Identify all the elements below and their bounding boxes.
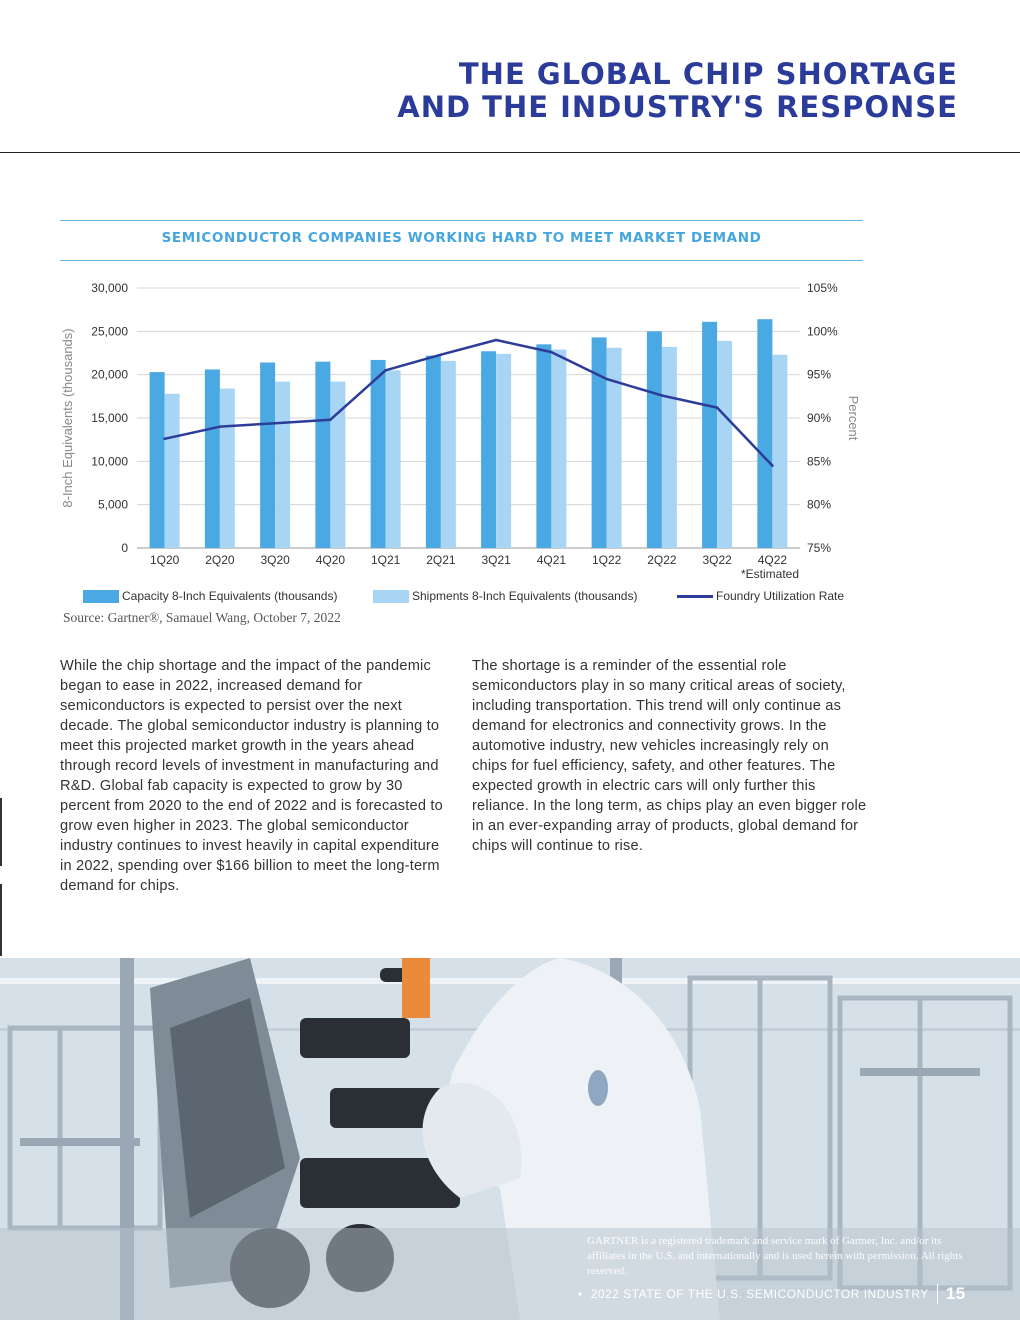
x-tick-label: 3Q22 <box>702 553 732 567</box>
trademark-note: GARTNER is a registered trademark and service mark of Gartner, Inc. and/or its affiliates in the U.S. and internationally and is used herein with permission. All rights reserved. <box>587 1235 963 1277</box>
bar-shipments <box>607 348 622 548</box>
bar-shipments <box>772 355 787 548</box>
point-utilization <box>661 394 664 397</box>
chart-source: Source: Gartner®, Samauel Wang, October 7, 2022 <box>63 610 341 625</box>
x-tick-label: 4Q20 <box>315 553 346 567</box>
bar-shipments <box>165 394 180 548</box>
y-tick-label: 15,000 <box>91 411 128 425</box>
header-divider <box>0 152 1020 153</box>
legend-swatch-utilization <box>677 595 713 598</box>
y2-tick-label: 85% <box>807 454 832 469</box>
point-utilization <box>384 369 387 372</box>
bar-capacity <box>647 331 662 548</box>
cleanroom-photo <box>0 958 1020 1320</box>
point-utilization <box>329 418 332 421</box>
capacity-utilization-chart <box>0 270 1020 588</box>
x-tick-label: 3Q21 <box>481 553 511 567</box>
bar-shipments <box>496 354 511 548</box>
page-footer <box>578 1284 966 1304</box>
point-utilization <box>219 425 222 428</box>
x-tick-label: 2Q20 <box>205 553 235 567</box>
page-title-line-1: THE GLOBAL CHIP SHORTAGE <box>458 57 958 91</box>
body-column-left: While the chip shortage and the impact of the pandemic began to ease in 2022, increased demand for semiconductors is expected to persist over the next decade. The global semiconductor industry is planning to meet this projected market growth in the years ahead through record levels of investment in manufacturing and R&D. Global fab capacity is expected to grow by 30 percent from 2020 to the end of 2022 and is forecasted to grow even higher in 2023. The global semiconductor industry continues to invest heavily in capital expenditure in 2022, spending over $166 billion to meet the long-term demand for chips. <box>60 658 443 894</box>
y-axis-label: 8-Inch Equivalents (thousands) <box>60 328 75 508</box>
bar-capacity <box>315 362 330 548</box>
bar-shipments <box>220 389 235 548</box>
chart-title: SEMICONDUCTOR COMPANIES WORKING HARD TO MEET MARKET DEMAND <box>161 230 762 246</box>
x-tick-label: 4Q21 <box>536 553 567 567</box>
point-utilization <box>716 406 719 409</box>
bar-capacity <box>757 319 772 548</box>
legend-label-shipments: Shipments 8-Inch Equivalents (thousands) <box>412 589 638 603</box>
bar-shipments <box>662 347 677 548</box>
x-tick-label: 1Q22 <box>591 553 622 567</box>
chart-top-rule <box>60 220 863 221</box>
y-tick-label: 20,000 <box>91 367 128 382</box>
y2-tick-label: 80% <box>807 497 832 512</box>
y2-tick-label: 105% <box>807 281 838 295</box>
point-utilization <box>550 351 553 354</box>
chart-legend <box>0 589 1020 605</box>
y2-tick-label: 100% <box>807 324 838 339</box>
bar-shipments <box>386 370 401 548</box>
chart-title-rule <box>60 260 863 261</box>
bar-shipments <box>717 341 732 548</box>
y-tick-label: 25,000 <box>91 324 128 339</box>
margin-mark <box>0 884 2 956</box>
point-utilization <box>605 378 608 381</box>
bar-capacity <box>426 356 441 548</box>
legend-item-capacity <box>83 589 337 603</box>
legend-label-capacity: Capacity 8-Inch Equivalents (thousands) <box>122 589 338 603</box>
y2-tick-label: 95% <box>807 367 832 382</box>
x-tick-label: 3Q20 <box>260 553 290 567</box>
bar-capacity <box>205 369 220 548</box>
point-utilization <box>274 422 277 425</box>
line-utilization <box>165 340 773 466</box>
bar-capacity <box>536 344 551 548</box>
bar-capacity <box>260 363 275 548</box>
margin-mark <box>0 798 2 866</box>
page-title-line-2: AND THE INDUSTRY'S RESPONSE <box>397 90 958 124</box>
bar-shipments <box>275 382 290 548</box>
estimated-note: *Estimated <box>740 567 799 581</box>
bar-capacity <box>592 337 607 548</box>
bar-capacity <box>481 351 496 548</box>
body-column-right: The shortage is a reminder of the essential role semiconductors play in so many critical areas of society, including transportation. This trend will only continue as demand for electronics and connectivity grows. In the automotive industry, new vehicles increasingly rely on chips for fuel efficiency, safety, and other features. The expected growth in electric cars will only further this reliance. In the long term, as chips play an even bigger role in an ever-expanding array of products, global demand for chips will continue to rise. <box>472 658 867 854</box>
point-utilization <box>440 353 443 356</box>
y-tick-label: 30,000 <box>91 281 128 295</box>
bar-shipments <box>441 361 456 548</box>
x-tick-label: 1Q21 <box>370 553 401 567</box>
y2-axis-label: Percent <box>846 395 861 441</box>
footer-bullet-icon: • <box>578 1287 583 1301</box>
x-tick-label: 2Q22 <box>647 553 677 567</box>
point-utilization <box>163 438 166 441</box>
x-tick-label: 4Q22 <box>757 553 788 567</box>
point-utilization <box>495 339 498 342</box>
y-tick-label: 0 <box>121 541 128 555</box>
legend-swatch-shipments <box>373 590 409 603</box>
page-number: 15 <box>937 1284 966 1304</box>
legend-label-utilization: Foundry Utilization Rate <box>716 589 845 603</box>
x-tick-label: 1Q20 <box>149 553 180 567</box>
legend-item-utilization <box>677 589 844 603</box>
x-tick-label: 2Q21 <box>426 553 456 567</box>
bar-capacity <box>150 372 165 548</box>
y-tick-label: 5,000 <box>97 497 128 512</box>
y-tick-label: 10,000 <box>91 454 128 469</box>
legend-swatch-capacity <box>83 590 119 603</box>
bar-capacity <box>702 322 717 548</box>
y2-tick-label: 75% <box>807 541 832 555</box>
legend-item-shipments <box>373 589 637 603</box>
bar-capacity <box>371 360 386 548</box>
y2-tick-label: 90% <box>807 411 832 425</box>
point-utilization <box>771 464 774 467</box>
page-title <box>397 58 958 124</box>
bar-shipments <box>551 350 566 548</box>
bar-shipments <box>330 382 345 548</box>
footer-report-name: 2022 STATE OF THE U.S. SEMICONDUCTOR INDUSTRY <box>590 1287 929 1301</box>
